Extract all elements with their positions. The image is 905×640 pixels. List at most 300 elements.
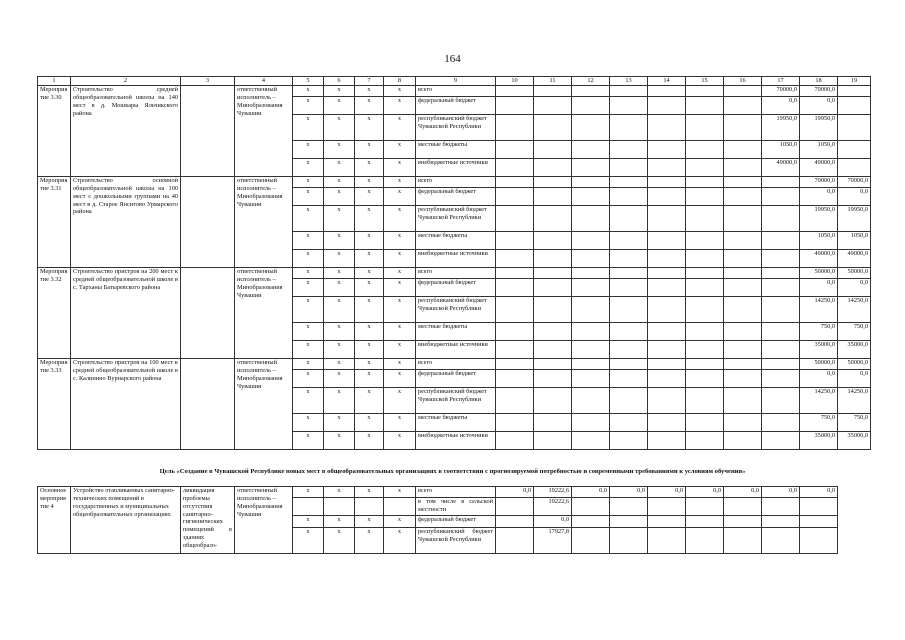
code-x-cell: x: [384, 206, 416, 232]
code-x-cell: x: [293, 297, 324, 323]
value-cell: 0,0: [610, 487, 648, 498]
value-cell-18: 35000,0: [800, 432, 838, 450]
value-cell: [686, 206, 724, 232]
value-cell: [534, 232, 572, 250]
value-cell: [496, 528, 534, 554]
code-x-cell: x: [293, 250, 324, 268]
value-cell: [686, 268, 724, 279]
value-cell-18: 50000,0: [800, 359, 838, 370]
value-cell: [724, 498, 762, 516]
value-cell: [648, 250, 686, 268]
value-cell: [686, 97, 724, 115]
funding-source-cell: республиканский бюджет Чувашской Республики: [416, 206, 496, 232]
program-table: [37, 76, 871, 450]
value-cell: [572, 414, 610, 432]
value-cell: [496, 516, 534, 528]
main-measure-executor-cell: ответственный исполнитель – Минобразования Чувашии: [235, 487, 293, 554]
funding-source-cell: федеральный бюджет: [416, 516, 496, 528]
funding-source-cell: федеральный бюджет: [416, 279, 496, 297]
column-number-cell: 10: [496, 77, 534, 86]
goal-heading: Цель «Создание в Чувашской Республике новых мест в общеобразовательных организациях в соответствии с прогнозируемой потребностью и современными требованиями к условиям обучения»: [159, 468, 746, 475]
value-cell: [686, 159, 724, 177]
column-number-cell: 8: [384, 77, 416, 86]
code-x-cell: x: [384, 370, 416, 388]
value-cell-18: 49000,0: [800, 159, 838, 177]
code-x-cell: [355, 498, 384, 516]
code-x-cell: x: [384, 516, 416, 528]
value-cell: [686, 323, 724, 341]
value-cell: [534, 323, 572, 341]
value-cell-18: 19950,0: [800, 206, 838, 232]
column-number-cell: 19: [838, 77, 871, 86]
value-cell: [610, 432, 648, 450]
value-cell-17: 0,0: [762, 97, 800, 115]
value-cell: [572, 432, 610, 450]
funding-source-cell: в том числе в сельской местности: [416, 498, 496, 516]
value-cell-18: 750,0: [800, 323, 838, 341]
value-cell: 19222,6: [534, 487, 572, 498]
value-cell: [572, 370, 610, 388]
code-x-cell: x: [384, 359, 416, 370]
column-number-cell: 4: [235, 77, 293, 86]
value-cell-18: 0,0: [800, 97, 838, 115]
value-cell: 0,0: [762, 487, 800, 498]
code-x-cell: x: [384, 487, 416, 498]
value-cell-18: 1050,0: [800, 141, 838, 159]
value-cell-17: [762, 279, 800, 297]
measure-result-cell: [181, 86, 235, 177]
value-cell-17: 70000,0: [762, 86, 800, 97]
value-cell: [610, 177, 648, 188]
code-x-cell: x: [293, 388, 324, 414]
code-x-cell: x: [355, 388, 384, 414]
code-x-cell: x: [324, 188, 355, 206]
code-x-cell: x: [384, 115, 416, 141]
value-cell-18: 1050,0: [800, 232, 838, 250]
value-cell: [534, 432, 572, 450]
value-cell: [610, 516, 648, 528]
value-cell: [724, 341, 762, 359]
value-cell: [648, 206, 686, 232]
code-x-cell: x: [384, 297, 416, 323]
value-cell: [610, 323, 648, 341]
value-cell: [496, 159, 534, 177]
value-cell-19: [838, 159, 871, 177]
value-cell: [686, 141, 724, 159]
measure-name-cell: Строительство пристроя на 100 мест к средней общеобразовательной школе в с. Калинино Вурнарского района: [71, 359, 181, 450]
value-cell: [800, 516, 838, 528]
funding-source-cell: федеральный бюджет: [416, 188, 496, 206]
value-cell: [496, 279, 534, 297]
value-cell-18: 750,0: [800, 414, 838, 432]
code-x-cell: x: [324, 177, 355, 188]
measure-executor-cell: ответственный исполнитель – Минобразования Чувашии: [235, 86, 293, 177]
funding-source-cell: всего: [416, 359, 496, 370]
value-cell: [686, 86, 724, 97]
value-cell: [686, 279, 724, 297]
code-x-cell: x: [355, 250, 384, 268]
value-cell-19: 35000,0: [838, 432, 871, 450]
funding-source-cell: местные бюджеты: [416, 141, 496, 159]
column-number-cell: 9: [416, 77, 496, 86]
value-cell: [496, 432, 534, 450]
value-cell: [686, 359, 724, 370]
code-x-cell: x: [355, 414, 384, 432]
code-x-cell: x: [324, 516, 355, 528]
value-cell: [724, 97, 762, 115]
funding-source-cell: всего: [416, 487, 496, 498]
value-cell: [572, 516, 610, 528]
value-cell: [686, 414, 724, 432]
code-x-cell: x: [324, 115, 355, 141]
code-x-cell: x: [355, 206, 384, 232]
value-cell-19: [838, 141, 871, 159]
value-cell: [534, 341, 572, 359]
value-cell-17: [762, 232, 800, 250]
value-cell: [610, 141, 648, 159]
value-cell: [648, 188, 686, 206]
value-cell: [610, 232, 648, 250]
code-x-cell: x: [293, 516, 324, 528]
code-x-cell: x: [324, 97, 355, 115]
code-x-cell: x: [324, 250, 355, 268]
code-x-cell: x: [384, 279, 416, 297]
value-cell-17: 19950,0: [762, 115, 800, 141]
code-x-cell: x: [384, 86, 416, 97]
value-cell: [572, 279, 610, 297]
value-cell: 0,0: [686, 487, 724, 498]
value-cell-17: 49000,0: [762, 159, 800, 177]
value-cell: [648, 97, 686, 115]
code-x-cell: x: [324, 232, 355, 250]
value-cell: [610, 159, 648, 177]
code-x-cell: x: [293, 232, 324, 250]
value-cell: [572, 323, 610, 341]
value-cell-17: 1050,0: [762, 141, 800, 159]
measure-name-cell: Строительство средней общеобразовательной школы на 140 мест в д. Мошкары Яльчикского района: [71, 86, 181, 177]
code-x-cell: x: [355, 516, 384, 528]
value-cell: [724, 414, 762, 432]
measure-code-cell: Мероприятие 3.31: [38, 177, 71, 268]
code-x-cell: x: [355, 370, 384, 388]
code-x-cell: x: [293, 177, 324, 188]
value-cell: [724, 432, 762, 450]
main-measure-code-cell: Основное мероприятие 4: [38, 487, 71, 554]
column-number-cell: 2: [71, 77, 181, 86]
value-cell: [648, 528, 686, 554]
code-x-cell: x: [355, 141, 384, 159]
funding-source-cell: местные бюджеты: [416, 323, 496, 341]
funding-source-cell: внебюджетные источники: [416, 250, 496, 268]
funding-source-cell: республиканский бюджет Чувашской Республики: [416, 115, 496, 141]
code-x-cell: x: [384, 141, 416, 159]
value-cell-19: 1050,0: [838, 232, 871, 250]
value-cell-18: 0,0: [800, 188, 838, 206]
value-cell-19: 49000,0: [838, 250, 871, 268]
code-x-cell: x: [355, 323, 384, 341]
value-cell: [724, 528, 762, 554]
value-cell: [610, 528, 648, 554]
code-x-cell: x: [384, 528, 416, 554]
table-row: [38, 487, 871, 498]
value-cell: [572, 388, 610, 414]
column-number-cell: 11: [534, 77, 572, 86]
value-cell: [572, 341, 610, 359]
value-cell: [534, 297, 572, 323]
value-cell: [534, 177, 572, 188]
table-row: [38, 86, 871, 97]
value-cell-19: 14250,0: [838, 388, 871, 414]
value-cell: [724, 141, 762, 159]
column-number-cell: 18: [800, 77, 838, 86]
column-number-cell: 5: [293, 77, 324, 86]
value-cell: [534, 97, 572, 115]
column-number-cell: 7: [355, 77, 384, 86]
code-x-cell: x: [384, 388, 416, 414]
code-x-cell: x: [355, 188, 384, 206]
value-cell: [534, 414, 572, 432]
value-cell-18: 70000,0: [800, 86, 838, 97]
value-cell: [572, 498, 610, 516]
value-cell: 19222,6: [534, 498, 572, 516]
value-cell: [496, 341, 534, 359]
value-cell: [610, 115, 648, 141]
funding-source-cell: внебюджетные источники: [416, 159, 496, 177]
value-cell: [534, 159, 572, 177]
value-cell: [686, 177, 724, 188]
value-cell-17: [762, 359, 800, 370]
funding-source-cell: республиканский бюджет Чувашской Республики: [416, 388, 496, 414]
code-x-cell: x: [293, 97, 324, 115]
code-x-cell: x: [355, 159, 384, 177]
value-cell: [534, 188, 572, 206]
value-cell: [762, 528, 800, 554]
code-x-cell: x: [324, 370, 355, 388]
column-number-cell: 3: [181, 77, 235, 86]
main-measure-name-cell: Устройство отапливаемых санитарно-технических помещений в государственных и муниципальных общеобразовательных организациях: [71, 487, 181, 554]
value-cell: [800, 498, 838, 516]
value-cell: [724, 177, 762, 188]
code-x-cell: x: [384, 414, 416, 432]
column-number-cell: 12: [572, 77, 610, 86]
code-x-cell: x: [384, 432, 416, 450]
value-cell-19: 19950,0: [838, 206, 871, 232]
value-cell: 0,0: [534, 516, 572, 528]
value-cell: [572, 528, 610, 554]
value-cell: [496, 97, 534, 115]
funding-source-cell: республиканский бюджет Чувашской Республики: [416, 297, 496, 323]
code-x-cell: x: [293, 323, 324, 341]
value-cell: [610, 86, 648, 97]
measure-code-cell: Мероприятие 3.30: [38, 86, 71, 177]
code-x-cell: x: [384, 97, 416, 115]
value-cell: [534, 388, 572, 414]
value-cell: [610, 297, 648, 323]
value-cell: [648, 86, 686, 97]
value-cell: [496, 359, 534, 370]
code-x-cell: x: [324, 487, 355, 498]
value-cell: [724, 115, 762, 141]
measure-result-cell: [181, 177, 235, 268]
value-cell: [572, 97, 610, 115]
value-cell-17: [762, 432, 800, 450]
value-cell-17: [762, 341, 800, 359]
code-x-cell: x: [293, 487, 324, 498]
code-x-cell: x: [355, 432, 384, 450]
code-x-cell: x: [384, 159, 416, 177]
value-cell: [724, 159, 762, 177]
value-cell: [686, 388, 724, 414]
code-x-cell: x: [324, 414, 355, 432]
value-cell-19: 35000,0: [838, 341, 871, 359]
code-x-cell: [324, 498, 355, 516]
value-cell-19: 0,0: [838, 279, 871, 297]
code-x-cell: x: [293, 432, 324, 450]
value-cell: 0,0: [800, 487, 838, 498]
value-cell-19: 14250,0: [838, 297, 871, 323]
value-cell: [534, 359, 572, 370]
funding-source-cell: внебюджетные источники: [416, 432, 496, 450]
value-cell: [686, 498, 724, 516]
value-cell-19: 750,0: [838, 414, 871, 432]
measure-code-cell: Мероприятие 3.33: [38, 359, 71, 450]
code-x-cell: x: [355, 341, 384, 359]
code-x-cell: x: [355, 86, 384, 97]
code-x-cell: [293, 498, 324, 516]
measure-result-cell: [181, 359, 235, 450]
value-cell: [572, 188, 610, 206]
value-cell: [724, 250, 762, 268]
value-cell-19: [838, 86, 871, 97]
code-x-cell: x: [324, 297, 355, 323]
value-cell: [686, 232, 724, 250]
value-cell: [762, 498, 800, 516]
column-number-cell: 1: [38, 77, 71, 86]
value-cell: [496, 141, 534, 159]
value-cell: [572, 232, 610, 250]
page-number: 164: [444, 53, 461, 65]
value-cell: [496, 188, 534, 206]
table-row: [38, 268, 871, 279]
code-x-cell: x: [293, 279, 324, 297]
value-cell: [648, 141, 686, 159]
funding-source-cell: местные бюджеты: [416, 414, 496, 432]
value-cell: [496, 232, 534, 250]
value-cell-18: 19950,0: [800, 115, 838, 141]
value-cell: [610, 359, 648, 370]
value-cell: [724, 279, 762, 297]
value-cell: [572, 250, 610, 268]
code-x-cell: x: [324, 86, 355, 97]
code-x-cell: x: [293, 159, 324, 177]
funding-source-cell: всего: [416, 86, 496, 97]
funding-source-cell: федеральный бюджет: [416, 97, 496, 115]
code-x-cell: x: [384, 341, 416, 359]
code-x-cell: x: [355, 232, 384, 250]
value-cell: [572, 268, 610, 279]
code-x-cell: x: [293, 370, 324, 388]
value-cell-18: 0,0: [800, 279, 838, 297]
value-cell-17: [762, 370, 800, 388]
value-cell-18: 14250,0: [800, 388, 838, 414]
value-cell-18: 49000,0: [800, 250, 838, 268]
value-cell: [572, 115, 610, 141]
value-cell-18: 14250,0: [800, 297, 838, 323]
funding-source-cell: всего: [416, 177, 496, 188]
value-cell-18: 50000,0: [800, 268, 838, 279]
measure-name-cell: Строительство основной общеобразовательной школы на 100 мест с дошкольными группами на 40 мест в д. Старое Янситово Урмарского района: [71, 177, 181, 268]
value-cell: [724, 297, 762, 323]
value-cell-19: 0,0: [838, 188, 871, 206]
value-cell-18: 0,0: [800, 370, 838, 388]
code-x-cell: x: [293, 188, 324, 206]
value-cell: [648, 177, 686, 188]
code-x-cell: x: [293, 414, 324, 432]
code-x-cell: x: [293, 141, 324, 159]
code-x-cell: x: [384, 188, 416, 206]
value-cell-18: 35000,0: [800, 341, 838, 359]
funding-source-cell: республиканский бюджет Чувашской Республики: [416, 528, 496, 554]
main-measure-result-cell: ликвидация проблемы отсутствия санитарно-гигиенических помещений в зданиях общеобразо-: [181, 487, 235, 554]
value-cell-19: 50000,0: [838, 268, 871, 279]
value-cell: [724, 388, 762, 414]
funding-source-cell: внебюджетные источники: [416, 341, 496, 359]
value-cell: [648, 115, 686, 141]
column-number-cell: 6: [324, 77, 355, 86]
column-number-cell: 13: [610, 77, 648, 86]
code-x-cell: x: [324, 159, 355, 177]
value-cell: [648, 159, 686, 177]
code-x-cell: x: [293, 528, 324, 554]
value-cell: [648, 414, 686, 432]
value-cell: [648, 359, 686, 370]
measure-code-cell: Мероприятие 3.32: [38, 268, 71, 359]
value-cell-17: [762, 177, 800, 188]
value-cell: [572, 359, 610, 370]
code-x-cell: x: [324, 279, 355, 297]
code-x-cell: x: [293, 341, 324, 359]
column-number-cell: 16: [724, 77, 762, 86]
value-cell-17: [762, 268, 800, 279]
table-row: [38, 359, 871, 370]
code-x-cell: x: [355, 297, 384, 323]
value-cell-17: [762, 188, 800, 206]
value-cell: [496, 268, 534, 279]
value-cell: [610, 268, 648, 279]
code-x-cell: x: [324, 268, 355, 279]
value-cell: [724, 206, 762, 232]
value-cell: [724, 268, 762, 279]
value-cell: [610, 414, 648, 432]
value-cell: [534, 141, 572, 159]
value-cell: [496, 414, 534, 432]
value-cell: [648, 268, 686, 279]
code-x-cell: [384, 498, 416, 516]
funding-source-cell: местные бюджеты: [416, 232, 496, 250]
value-cell: [496, 498, 534, 516]
value-cell: [648, 279, 686, 297]
code-x-cell: x: [293, 206, 324, 232]
column-number-cell: 15: [686, 77, 724, 86]
column-number-cell: 14: [648, 77, 686, 86]
value-cell: 0,0: [648, 487, 686, 498]
value-cell: [496, 115, 534, 141]
code-x-cell: x: [384, 268, 416, 279]
program-table-continued: [37, 486, 871, 554]
value-cell-19: 0,0: [838, 370, 871, 388]
value-cell: [572, 141, 610, 159]
value-cell-17: [762, 388, 800, 414]
